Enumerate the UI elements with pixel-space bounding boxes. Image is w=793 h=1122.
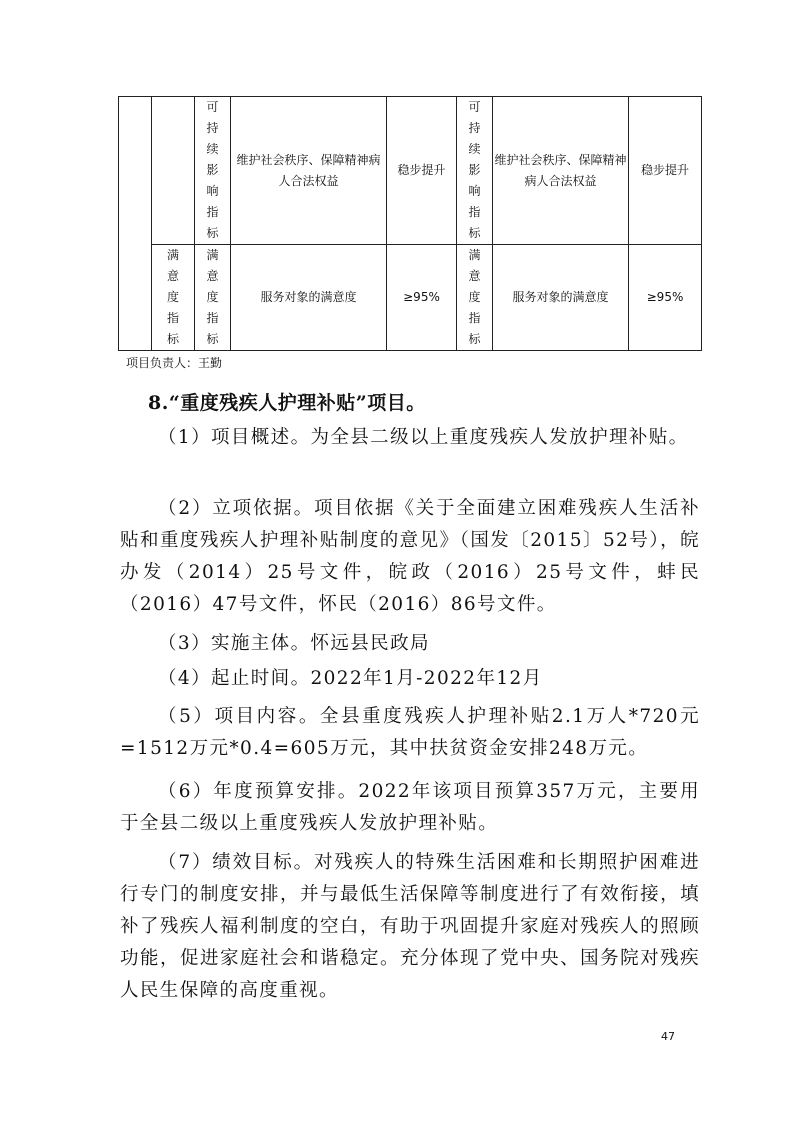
content-cell: 维护社会秩序、保障精神病人合法权益 (493, 97, 629, 245)
paragraph-period: （4）起止时间。2022年1月-2022年12月 (158, 668, 543, 689)
performance-table (118, 96, 702, 351)
value-cell: ≥95% (629, 245, 702, 351)
value-cell: 稳步提升 (387, 97, 457, 245)
indicator-cell: 满意度指标 (457, 245, 493, 351)
content-cell: 服务对象的满意度 (493, 245, 629, 351)
indicator-cell: 可持续影响指标 (457, 97, 493, 245)
paragraph-overview: （1）项目概述。为全县二级以上重度残疾人发放护理补贴。 (158, 427, 689, 448)
paragraph-budget: （6）年度预算安排。2022年该项目预算357万元，主要用于全县二级以上重度残疾人发放护理补贴。 (120, 781, 700, 834)
content-cell: 维护社会秩序、保障精神病人合法权益 (231, 97, 387, 245)
table-row (119, 245, 702, 351)
paragraph-implementer: （3）实施主体。怀远县民政局 (158, 633, 430, 654)
table-row (119, 97, 702, 245)
page-number: 47 (661, 1030, 675, 1043)
category-cell: 满意度指标 (152, 245, 195, 351)
table-cell-blank (152, 97, 195, 245)
section-heading: 8.“重度残疾人护理补贴”项目。 (148, 392, 426, 414)
paragraph-basis: （2）立项依据。项目依据《关于全面建立困难残疾人生活补贴和重度残疾人护理补贴制度的意见》（国发〔2015〕52号），皖办发（2014）25号文件，皖政（2016）25号文件，蚌民（2016）47号文件，怀民（2016）86号文件。 (120, 498, 700, 615)
content-cell: 服务对象的满意度 (231, 245, 387, 351)
paragraph-goals: （7）绩效目标。对残疾人的特殊生活困难和长期照护困难进行专门的制度安排，并与最低生活保障等制度进行了有效衔接，填补了残疾人福利制度的空白，有助于巩固提升家庭对残疾人的照顾功能，促进家庭社会和谐稳定。充分体现了党中央、国务院对残疾人民生保障的高度重视。 (120, 852, 700, 1001)
indicator-cell: 满意度指标 (195, 245, 231, 351)
value-cell: ≥95% (387, 245, 457, 351)
value-cell: 稳步提升 (629, 97, 702, 245)
paragraph-content: （5）项目内容。全县重度残疾人护理补贴2.1万人*720元=1512万元*0.4=605万元，其中扶贫资金安排248万元。 (120, 706, 700, 759)
indicator-cell: 可持续影响指标 (195, 97, 231, 245)
project-owner-note: 项目负责人：王勤 (126, 356, 223, 370)
table-cell-blank (119, 97, 152, 351)
